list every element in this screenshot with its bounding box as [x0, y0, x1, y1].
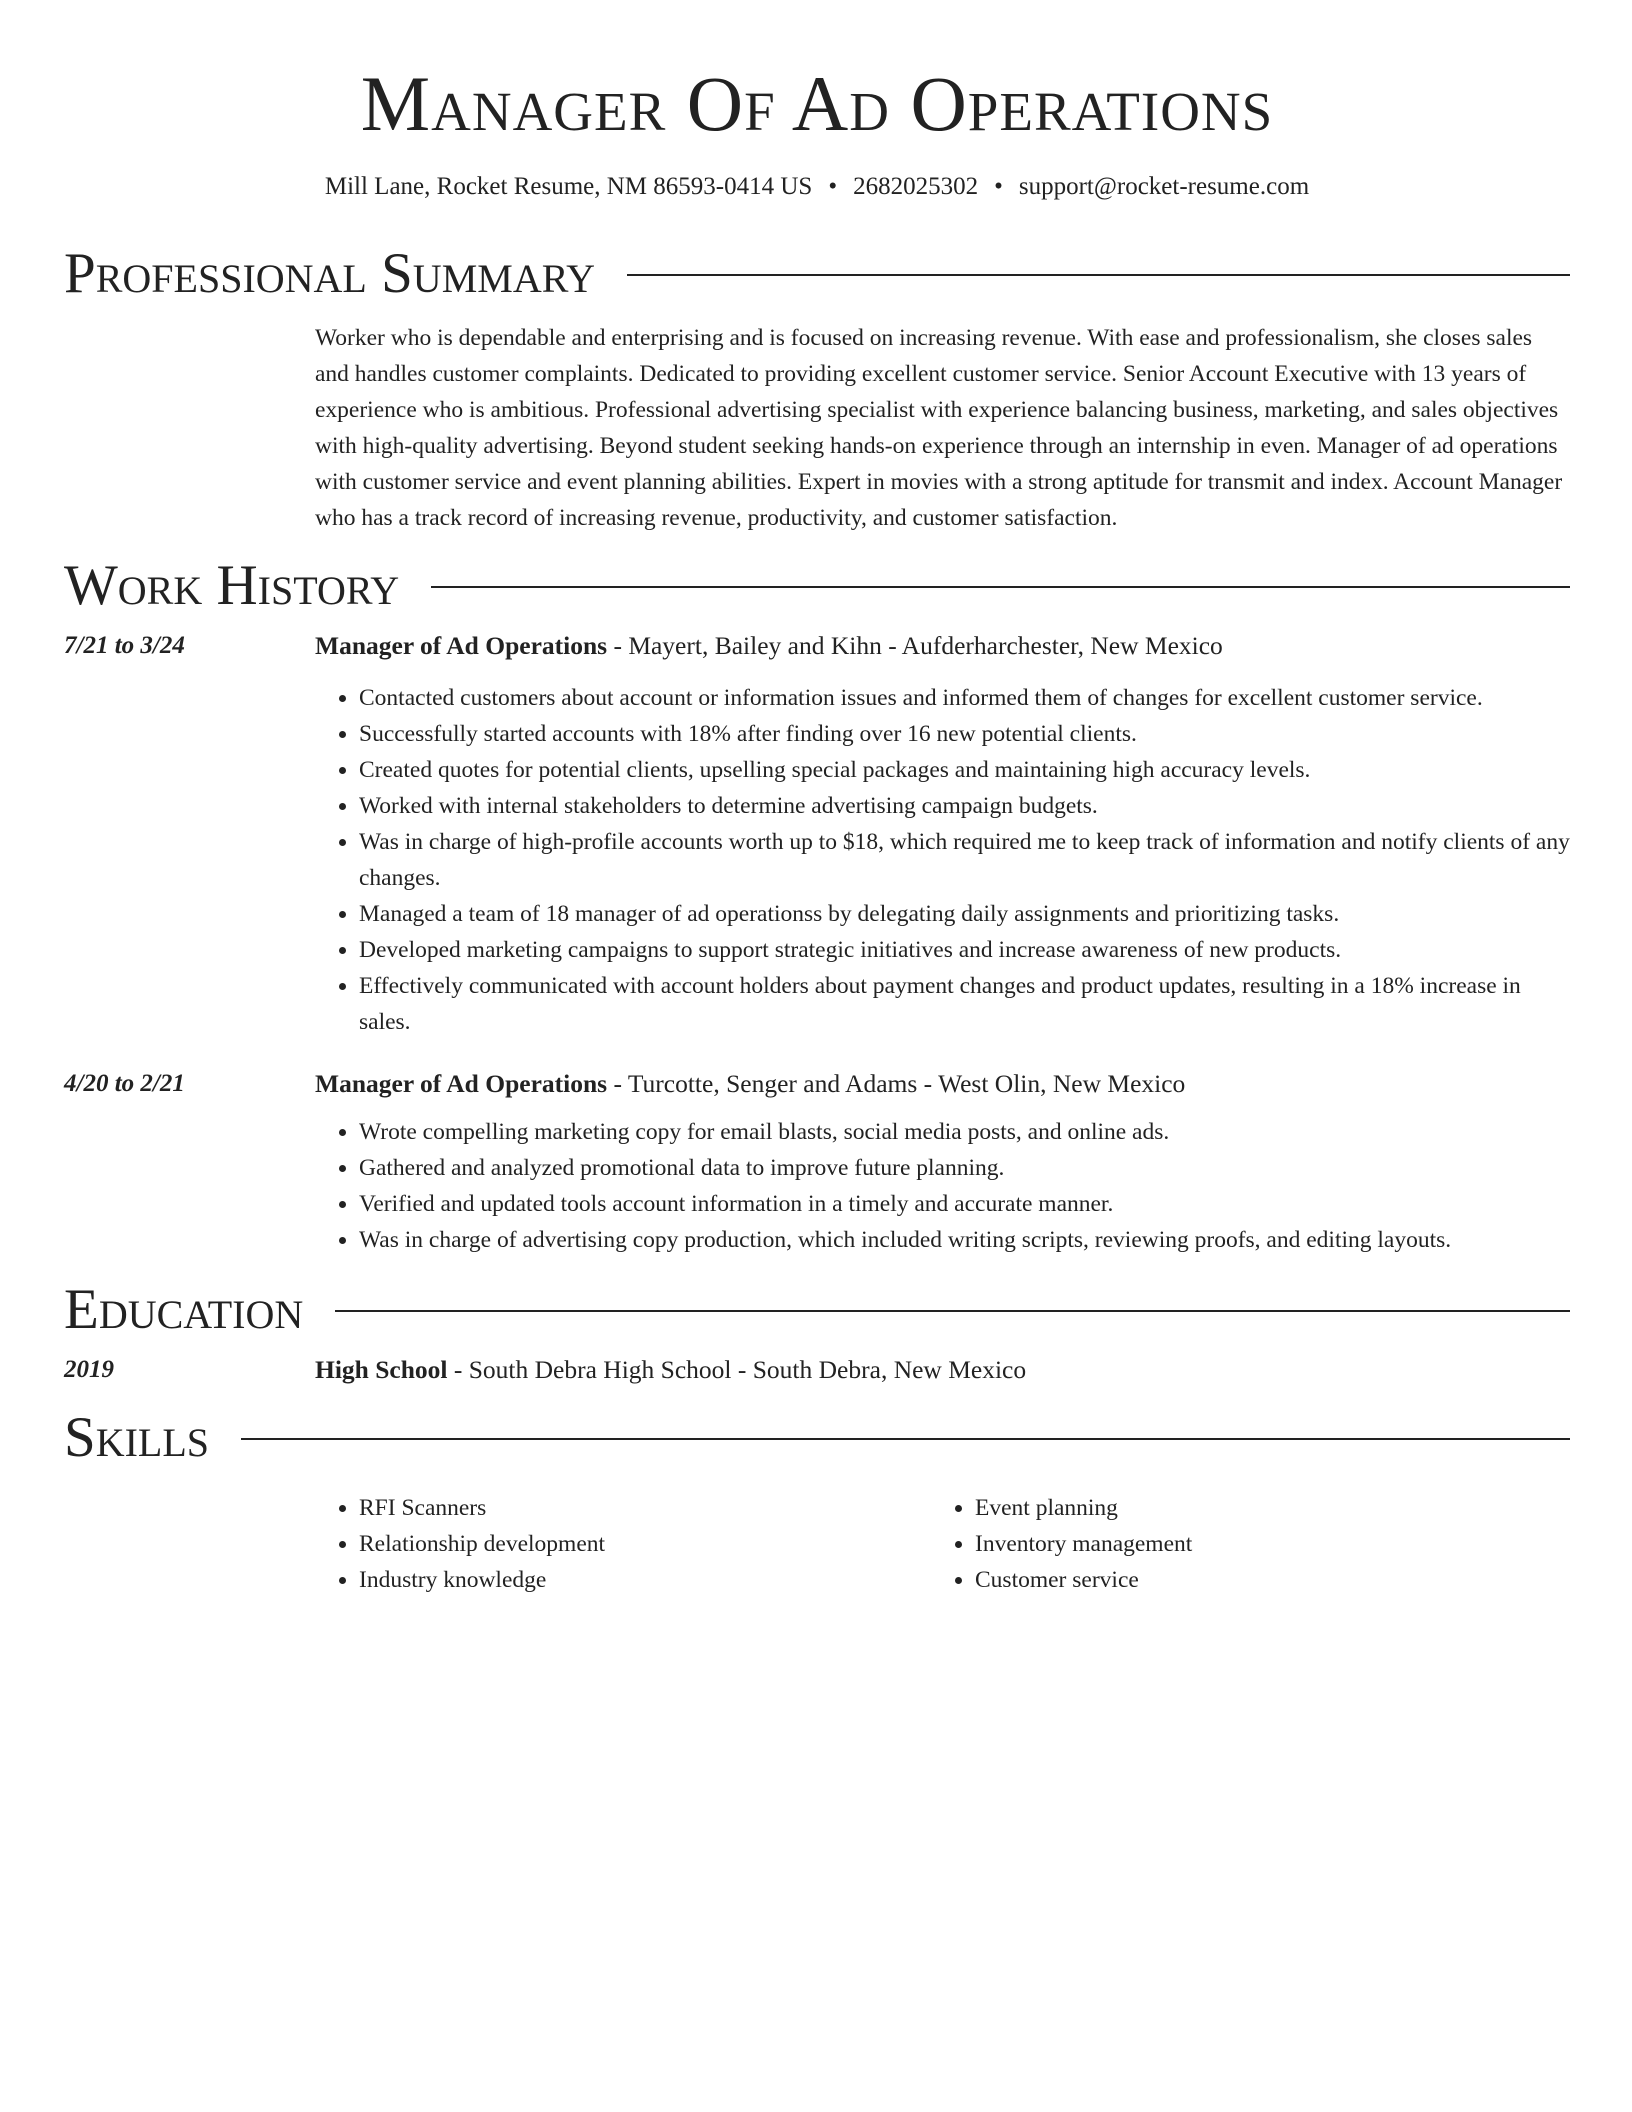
contact-email[interactable]: support@rocket-resume.com	[1018, 173, 1310, 200]
job-bullet: • Managed a team of 18 manager of ad operationss by delegating daily assignments and prioritizing tasks.	[359, 896, 1570, 932]
education-heading	[315, 1354, 1570, 1386]
skills-section-header	[64, 1408, 1570, 1468]
contact-separator: •	[994, 173, 1003, 200]
job-bullet: • Verified and updated tools account information in a timely and accurate manner.	[359, 1186, 1570, 1222]
job-position: Manager of Ad Operations	[315, 1069, 608, 1098]
job-bullet: • Was in charge of high-profile accounts worth up to $18, which required me to keep track of information and notify clients of any changes.	[359, 824, 1570, 896]
education-section-title: Education	[64, 1278, 304, 1341]
summary-text: Worker who is dependable and enterprising and is focused on increasing revenue. With ease and professionalism, she closes sales and handles customer complaints. Dedicated to providing excellent customer service. Senior Account Executive with 13 years of experience who is ambitious. Professional advertising specialist with experience balancing business, marketing, and sales objectives with high-quality advertising. Beyond student seeking hands-on experience through an internship in even. Manager of ad operations with customer service and event planning abilities. Expert in movies with a strong aptitude for transmit and index. Account Manager who has a track record of increasing revenue, productivity, and customer satisfaction.	[315, 325, 1563, 531]
skills-list-right	[931, 1490, 1547, 1598]
contact-separator: •	[828, 173, 838, 200]
resume-name: Manager Of Ad Operations	[360, 60, 1274, 147]
contact-phone: 2682025302	[853, 173, 979, 200]
job-company-location: - Turcotte, Senger and Adams - West Olin, New Mexico	[607, 1069, 1186, 1098]
contact-line	[64, 172, 1570, 202]
job-bullet: • Was in charge of advertising copy production, which included writing scripts, reviewing proofs, and editing layouts.	[359, 1222, 1570, 1258]
skills-list-left	[315, 1490, 931, 1598]
education-year: 2019	[64, 1356, 114, 1383]
work-section-header	[64, 556, 1570, 616]
education-school-location: - South Debra High School - South Debra, New Mexico	[447, 1355, 1027, 1384]
job-dates: 7/21 to 3/24	[64, 632, 185, 659]
job-bullet: • Wrote compelling marketing copy for email blasts, social media posts, and online ads.	[359, 1114, 1570, 1150]
contact-address: Mill Lane, Rocket Resume, NM 86593-0414 US	[324, 173, 813, 200]
resume-page	[64, 0, 1570, 1598]
job-bullets	[315, 1114, 1570, 1258]
education-entry	[64, 1354, 1570, 1386]
summary-row	[64, 320, 1570, 536]
job-bullet: • Worked with internal stakeholders to determine advertising campaign budgets.	[359, 788, 1570, 824]
job-heading	[315, 1068, 1570, 1100]
job-heading	[315, 630, 1570, 662]
job-position: Manager of Ad Operations	[315, 631, 608, 660]
job-entry	[64, 1068, 1570, 1258]
job-bullet: • Created quotes for potential clients, upselling special packages and maintaining high accuracy levels.	[359, 752, 1570, 788]
job-entry	[64, 630, 1570, 1040]
skills-row	[64, 1490, 1570, 1598]
job-bullet: • Effectively communicated with account holders about payment changes and product updates, resulting in a 18% increase in sales.	[359, 968, 1570, 1040]
section-divider	[241, 1438, 1570, 1440]
skill-item: • Event planning	[975, 1490, 1547, 1526]
job-bullets	[315, 680, 1570, 1040]
job-company-location: - Mayert, Bailey and Kihn - Aufderharchester, New Mexico	[607, 631, 1223, 660]
summary-section-title: Professional Summary	[64, 242, 596, 305]
section-divider	[431, 586, 1570, 588]
skill-item: • Relationship development	[359, 1526, 931, 1562]
job-bullet: • Contacted customers about account or information issues and informed them of changes for excellent customer service.	[359, 680, 1570, 716]
skill-item: • Inventory management	[975, 1526, 1547, 1562]
education-section-header	[64, 1280, 1570, 1340]
skill-item: • Industry knowledge	[359, 1562, 931, 1598]
work-section-title: Work History	[64, 554, 400, 617]
education-degree: High School	[315, 1355, 448, 1384]
skill-item: • Customer service	[975, 1562, 1547, 1598]
skill-item: • RFI Scanners	[359, 1490, 931, 1526]
section-divider	[627, 274, 1570, 276]
job-dates: 4/20 to 2/21	[64, 1070, 185, 1097]
job-bullet: • Gathered and analyzed promotional data to improve future planning.	[359, 1150, 1570, 1186]
job-bullet: • Developed marketing campaigns to support strategic initiatives and increase awareness of new products.	[359, 932, 1570, 968]
job-bullet: • Successfully started accounts with 18% after finding over 16 new potential clients.	[359, 716, 1570, 752]
skills-section-title: Skills	[64, 1406, 210, 1469]
section-divider	[335, 1310, 1570, 1312]
summary-section-header	[64, 244, 1570, 304]
